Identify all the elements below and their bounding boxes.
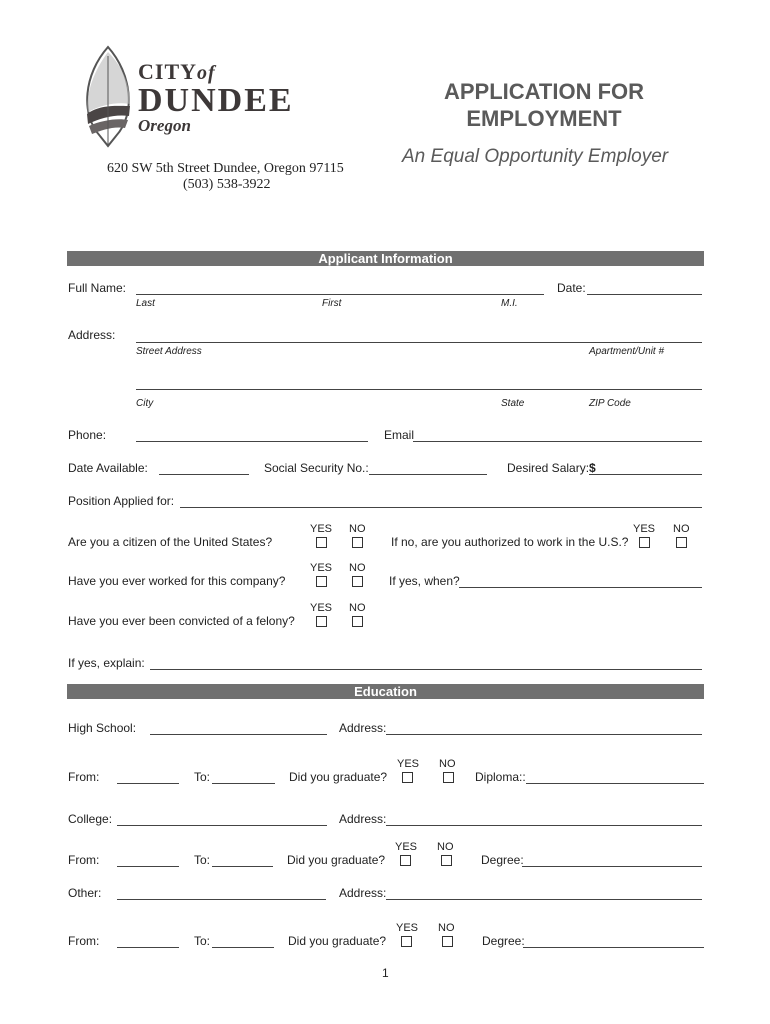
city-logo	[78, 44, 308, 154]
city-sublabel: City	[136, 398, 154, 409]
other-graduate-no-checkbox[interactable]	[442, 936, 453, 947]
other-to-field[interactable]	[212, 947, 274, 948]
phone-label: Phone:	[68, 428, 107, 442]
hs-diploma-label: Diploma::	[475, 770, 526, 784]
authorized-no-label: NO	[673, 523, 690, 535]
position-label: Position Applied for:	[68, 494, 175, 508]
phone-field[interactable]	[136, 441, 368, 442]
email-label: Email	[384, 428, 415, 442]
state-sublabel: State	[501, 398, 525, 409]
college-to-field[interactable]	[212, 866, 273, 867]
felony-no-label: NO	[349, 602, 366, 614]
date-available-field[interactable]	[159, 474, 249, 475]
other-graduate-question: Did you graduate?	[288, 934, 387, 948]
other-from-field[interactable]	[117, 947, 179, 948]
high-school-address-field[interactable]	[386, 734, 702, 735]
college-label: College:	[68, 812, 113, 826]
full-name-label: Full Name:	[68, 281, 127, 295]
city-state-zip-field[interactable]	[136, 389, 702, 390]
college-graduate-yes-label: YES	[395, 841, 418, 853]
education-section-header: Education	[67, 684, 704, 699]
leaf-logo-icon	[78, 44, 138, 154]
zip-sublabel: ZIP Code	[589, 398, 631, 409]
worked-yes-label: YES	[310, 562, 333, 574]
other-graduate-yes-checkbox[interactable]	[401, 936, 412, 947]
explain-label: If yes, explain:	[68, 656, 145, 670]
org-phone: (503) 538-3922	[183, 177, 271, 192]
college-graduate-no-checkbox[interactable]	[441, 855, 452, 866]
salary-label: Desired Salary:	[507, 461, 590, 475]
college-degree-label: Degree:	[481, 853, 524, 867]
college-to-label: To:	[194, 853, 211, 867]
felony-question: Have you ever been convicted of a felony?	[68, 614, 295, 628]
college-graduate-yes-checkbox[interactable]	[400, 855, 411, 866]
high-school-label: High School:	[68, 721, 137, 735]
other-to-label: To:	[194, 934, 211, 948]
page-subtitle: An Equal Opportunity Employer	[402, 146, 669, 167]
logo-city-text: CITY	[138, 59, 198, 84]
hs-diploma-field[interactable]	[526, 783, 704, 784]
college-from-label: From:	[68, 853, 100, 867]
email-field[interactable]	[413, 441, 702, 442]
explain-field[interactable]	[150, 669, 702, 670]
salary-symbol: $	[589, 461, 596, 475]
page-number: 1	[382, 966, 389, 980]
worked-no-checkbox[interactable]	[352, 576, 363, 587]
street-sublabel: Street Address	[136, 346, 202, 357]
hs-from-field[interactable]	[117, 783, 179, 784]
org-address: 620 SW 5th Street Dundee, Oregon 97115	[107, 161, 344, 176]
apt-sublabel: Apartment/Unit #	[589, 346, 665, 357]
felony-yes-checkbox[interactable]	[316, 616, 327, 627]
other-degree-label: Degree:	[482, 934, 525, 948]
felony-yes-label: YES	[310, 602, 333, 614]
salary-field[interactable]	[589, 474, 702, 475]
authorized-no-checkbox[interactable]	[676, 537, 687, 548]
other-field[interactable]	[117, 899, 326, 900]
other-address-field[interactable]	[386, 899, 702, 900]
college-address-field[interactable]	[386, 825, 702, 826]
other-label: Other:	[68, 886, 102, 900]
worked-when-label: If yes, when?	[389, 574, 460, 588]
citizen-no-label: NO	[349, 523, 366, 535]
hs-from-label: From:	[68, 770, 100, 784]
first-sublabel: First	[322, 298, 342, 309]
citizen-yes-label: YES	[310, 523, 333, 535]
logo-oregon-text: Oregon	[138, 116, 191, 135]
last-sublabel: Last	[136, 298, 155, 309]
position-field[interactable]	[180, 507, 702, 508]
worked-question: Have you ever worked for this company?	[68, 574, 286, 588]
ssn-field[interactable]	[369, 474, 487, 475]
high-school-address-label: Address:	[339, 721, 387, 735]
other-degree-field[interactable]	[523, 947, 704, 948]
other-from-label: From:	[68, 934, 100, 948]
other-address-label: Address:	[339, 886, 387, 900]
page-title	[400, 78, 688, 132]
hs-graduate-yes-label: YES	[397, 758, 420, 770]
college-graduate-no-label: NO	[437, 841, 454, 853]
hs-to-label: To:	[194, 770, 211, 784]
title-line-1: APPLICATION FOR	[443, 79, 645, 104]
other-graduate-yes-label: YES	[396, 922, 419, 934]
worked-no-label: NO	[349, 562, 366, 574]
mi-sublabel: M.I.	[501, 298, 518, 309]
hs-graduate-no-checkbox[interactable]	[443, 772, 454, 783]
hs-to-field[interactable]	[212, 783, 275, 784]
title-line-2: EMPLOYMENT	[466, 106, 622, 131]
college-field[interactable]	[117, 825, 327, 826]
worked-when-field[interactable]	[459, 587, 702, 588]
citizen-question: Are you a citizen of the United States?	[68, 535, 273, 549]
worked-yes-checkbox[interactable]	[316, 576, 327, 587]
college-address-label: Address:	[339, 812, 387, 826]
date-label: Date:	[557, 281, 586, 295]
hs-graduate-question: Did you graduate?	[289, 770, 388, 784]
hs-graduate-yes-checkbox[interactable]	[402, 772, 413, 783]
college-degree-field[interactable]	[522, 866, 702, 867]
date-field[interactable]	[587, 294, 702, 295]
felony-no-checkbox[interactable]	[352, 616, 363, 627]
ssn-label: Social Security No.:	[264, 461, 369, 475]
logo-dundee-text: DUNDEE	[138, 82, 294, 119]
applicant-section-header: Applicant Information	[67, 251, 704, 266]
authorized-yes-checkbox[interactable]	[639, 537, 650, 548]
address-label: Address:	[68, 328, 116, 342]
full-name-field[interactable]	[136, 294, 544, 295]
college-from-field[interactable]	[117, 866, 179, 867]
logo-of-text: of	[197, 62, 216, 84]
college-graduate-question: Did you graduate?	[287, 853, 386, 867]
citizen-yes-checkbox[interactable]	[316, 537, 327, 548]
high-school-field[interactable]	[150, 734, 327, 735]
authorized-question: If no, are you authorized to work in the U.S.?	[391, 535, 629, 549]
other-graduate-no-label: NO	[438, 922, 455, 934]
authorized-yes-label: YES	[633, 523, 656, 535]
citizen-no-checkbox[interactable]	[352, 537, 363, 548]
street-address-field[interactable]	[136, 342, 702, 343]
date-available-label: Date Available:	[68, 461, 148, 475]
hs-graduate-no-label: NO	[439, 758, 456, 770]
